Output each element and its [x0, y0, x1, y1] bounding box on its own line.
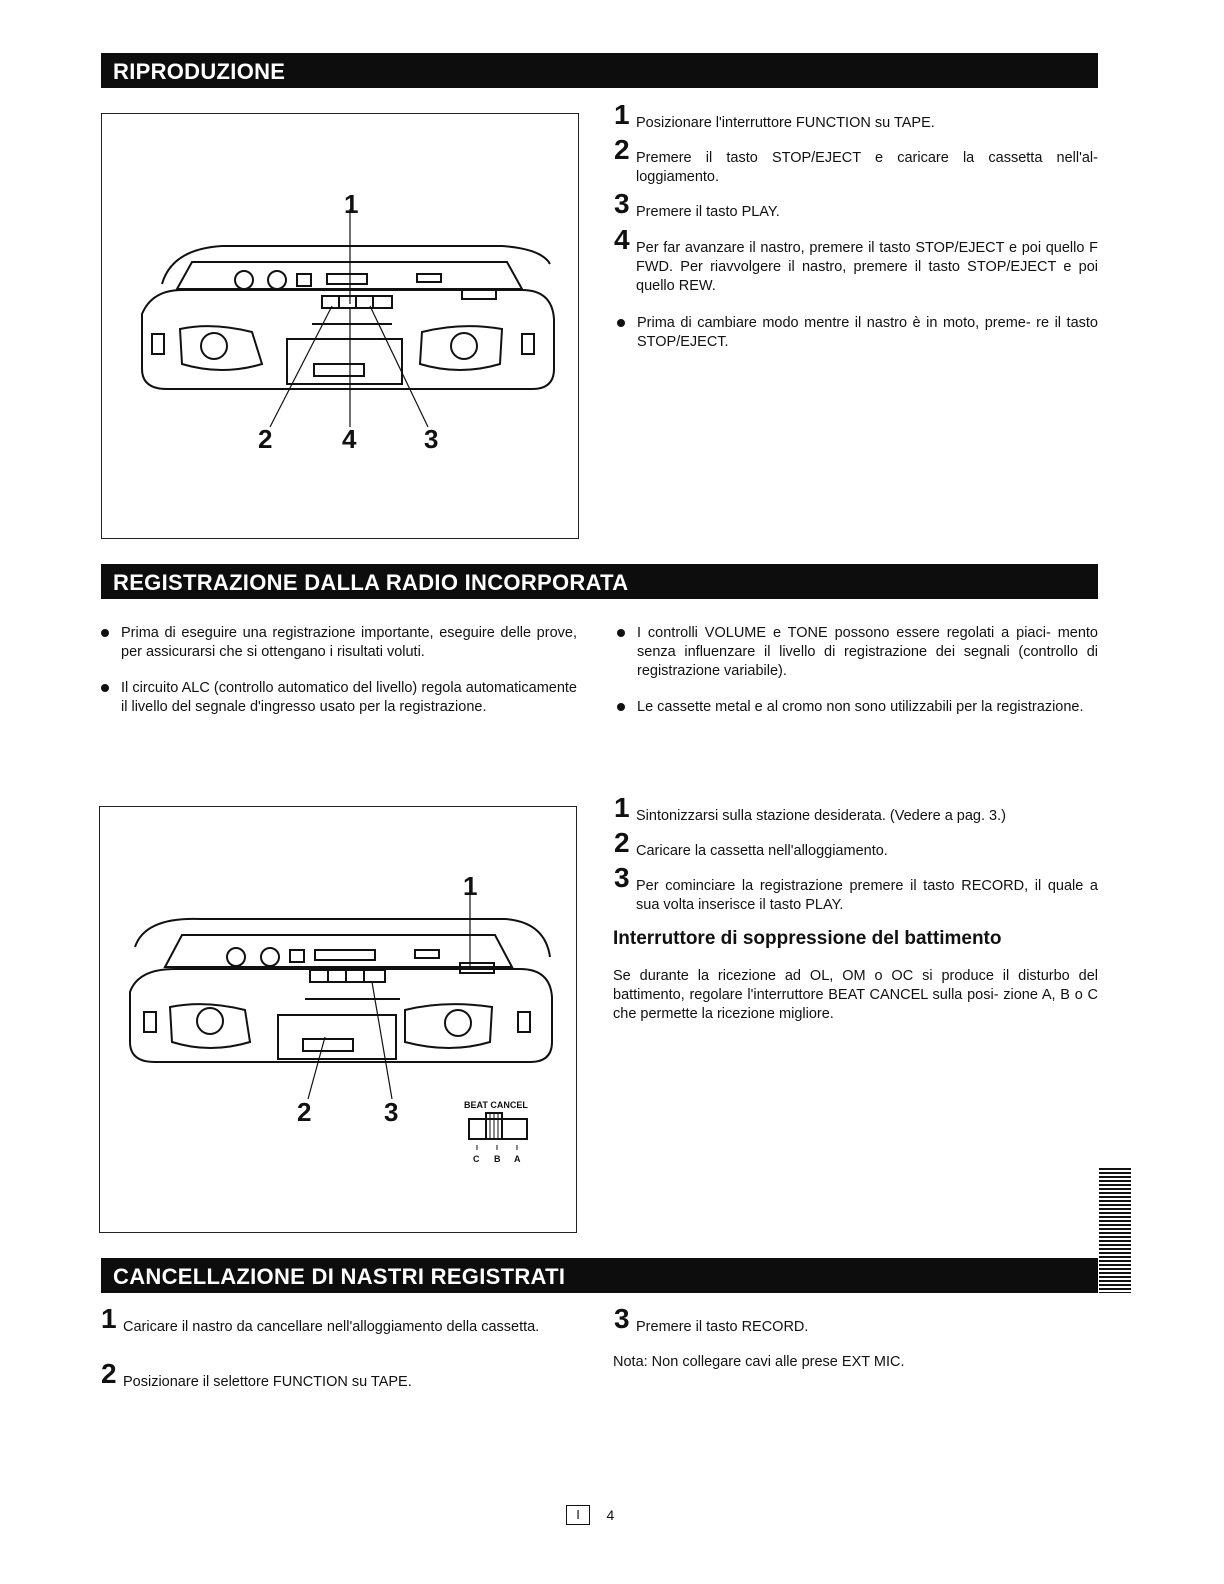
erase-note: Nota: Non collegare cavi alle prese EXT MIC. — [613, 1354, 905, 1370]
erase-step-3: 3 Premere il tasto RECORD. — [614, 1303, 809, 1335]
recording-step-3: 3 Per cominciare la registrazione premere il tasto RECORD, il quale a sua volta inserisce il tasto PLAY. — [614, 862, 1098, 913]
callout-2: 2 — [297, 1097, 312, 1127]
page-number: 4 — [606, 1507, 615, 1523]
beat-cancel-label: BEAT CANCEL — [464, 1100, 528, 1110]
beat-position-a: A — [514, 1154, 521, 1164]
playback-note: Prima di cambiare modo mentre il nastro è in moto, preme- re il tasto STOP/EJECT. — [617, 314, 1098, 352]
playback-step-1: 1 Posizionare l'interruttore FUNCTION su TAPE. — [614, 99, 935, 131]
beat-cancel-text: Se durante la ricezione ad OL, OM o OC si produce il disturbo del battimento, regolare l'interruttore BEAT CANCEL sulla posi- zione A, B o C che permette la ricezione migliore. — [613, 968, 1098, 1022]
callout-2: 2 — [258, 424, 273, 454]
section-header-erase — [101, 1258, 1098, 1293]
erase-step-2: 2 Posizionare il selettore FUNCTION su TAPE. — [101, 1358, 412, 1390]
boombox-illustration — [102, 114, 578, 538]
playback-step-4: 4 Per far avanzare il nastro, premere il tasto STOP/EJECT e poi quello F FWD. Per riavvolgere il nastro, premere il tasto STOP/EJECT e poi quello REW. — [614, 224, 1098, 294]
bullet-icon — [617, 703, 625, 711]
figure-playback — [101, 113, 579, 539]
language-box: I — [566, 1505, 590, 1525]
callout-3: 3 — [424, 424, 439, 454]
bullet-icon — [617, 319, 625, 327]
callout-1: 1 — [344, 189, 359, 219]
beat-position-b: B — [494, 1154, 501, 1164]
footer — [566, 1505, 614, 1527]
beat-position-c: C — [473, 1154, 480, 1164]
recording-bullet-left-2: Il circuito ALC (controllo automatico del livello) regola automaticamente il livello del segnale d'ingresso usato per la registrazione. — [101, 679, 577, 717]
beat-cancel-subheading: Interruttore di soppressione del battimento — [613, 928, 1002, 949]
recording-step-1: 1 Sintonizzarsi sulla stazione desiderata. (Vedere a pag. 3.) — [614, 792, 1006, 824]
section-title: RIPRODUZIONE — [105, 53, 297, 88]
boombox-beat-cancel-illustration — [100, 807, 576, 1232]
recording-bullet-left-1: Prima di eseguire una registrazione importante, eseguire delle prove, per assicurarsi che si ottengano i risultati voluti. — [101, 624, 577, 662]
erase-step-1: 1 Caricare il nastro da cancellare nell'alloggiamento della cassetta. — [101, 1303, 540, 1335]
recording-bullet-right-2: Le cassette metal e al cromo non sono utilizzabili per la registrazione. — [617, 698, 1098, 717]
bullet-icon — [101, 684, 109, 692]
figure-recording — [99, 806, 577, 1233]
callout-4: 4 — [342, 424, 357, 454]
playback-step-2: 2 Premere il tasto STOP/EJECT e caricare la cassetta nell'al- loggiamento. — [614, 134, 1098, 185]
section-title: REGISTRAZIONE DALLA RADIO INCORPORATA — [105, 564, 640, 599]
callout-1: 1 — [463, 871, 478, 901]
recording-bullet-right-1: I controlli VOLUME e TONE possono essere regolati a piaci- mento senza influenzare il livello di registrazione dei segnali (controllo di registrazione variabile). — [617, 624, 1098, 681]
section-header-radio-recording — [101, 564, 1098, 599]
bullet-icon — [617, 629, 625, 637]
section-header-playback — [101, 53, 1098, 88]
bullet-icon — [101, 629, 109, 637]
recording-step-2: 2 Caricare la cassetta nell'alloggiamento. — [614, 827, 888, 859]
callout-3: 3 — [384, 1097, 399, 1127]
playback-step-3: 3 Premere il tasto PLAY. — [614, 188, 780, 220]
thumb-index-tab — [1099, 1168, 1131, 1293]
section-title: CANCELLAZIONE DI NASTRI REGISTRATI — [105, 1258, 577, 1293]
